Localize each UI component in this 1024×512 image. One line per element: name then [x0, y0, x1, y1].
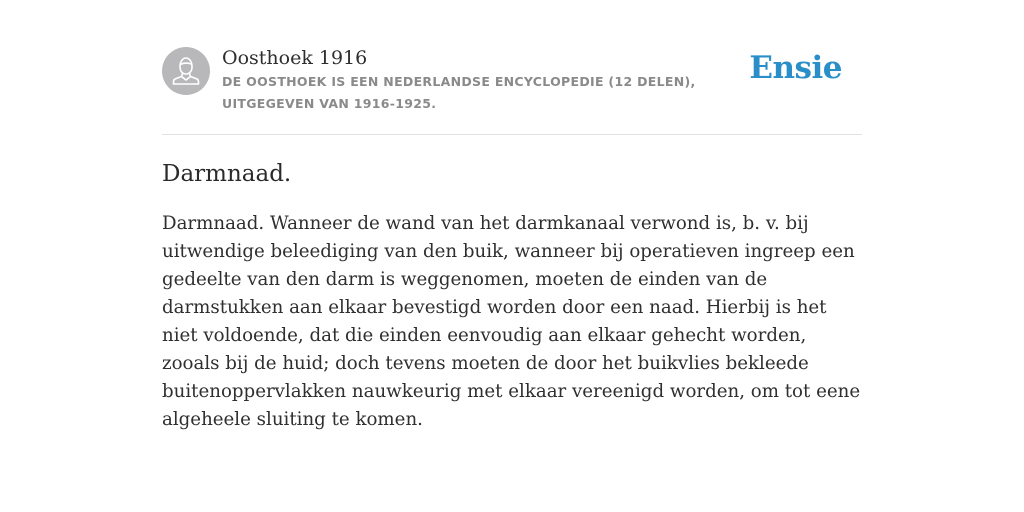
user-icon	[162, 47, 210, 95]
page	[162, 0, 862, 434]
source-info	[222, 46, 762, 115]
article-title: Darmnaad.	[162, 161, 292, 187]
article-body: Darmnaad. Wanneer de wand van het darmkanaal verwond is, b. v. bij uitwendige beleediging van den buik, wanneer bij operatieven ingreep een gedeelte van den darm is weggenomen, moeten de einden van de darmstukken aan elkaar bevestigd worden door een naad. Hierbij is het niet voldoende, dat die einden eenvoudig aan elkaar gehecht worden, zooals bij de huid; doch tevens moeten de door het buikvlies bekleede buitenoppervlakken nauwkeurig met elkaar vereenigd worden, om tot eene algeheele sluiting te komen.	[162, 213, 861, 430]
source-description: DE OOSTHOEK IS EEN NEDERLANDSE ENCYCLOPEDIE (12 DELEN), UITGEGEVEN VAN 1916-1925.	[222, 74, 696, 111]
source-header	[162, 46, 862, 135]
source-title[interactable]: Oosthoek 1916	[222, 47, 368, 69]
avatar[interactable]	[162, 47, 210, 95]
brand-logo[interactable]: Ensie	[749, 50, 842, 86]
